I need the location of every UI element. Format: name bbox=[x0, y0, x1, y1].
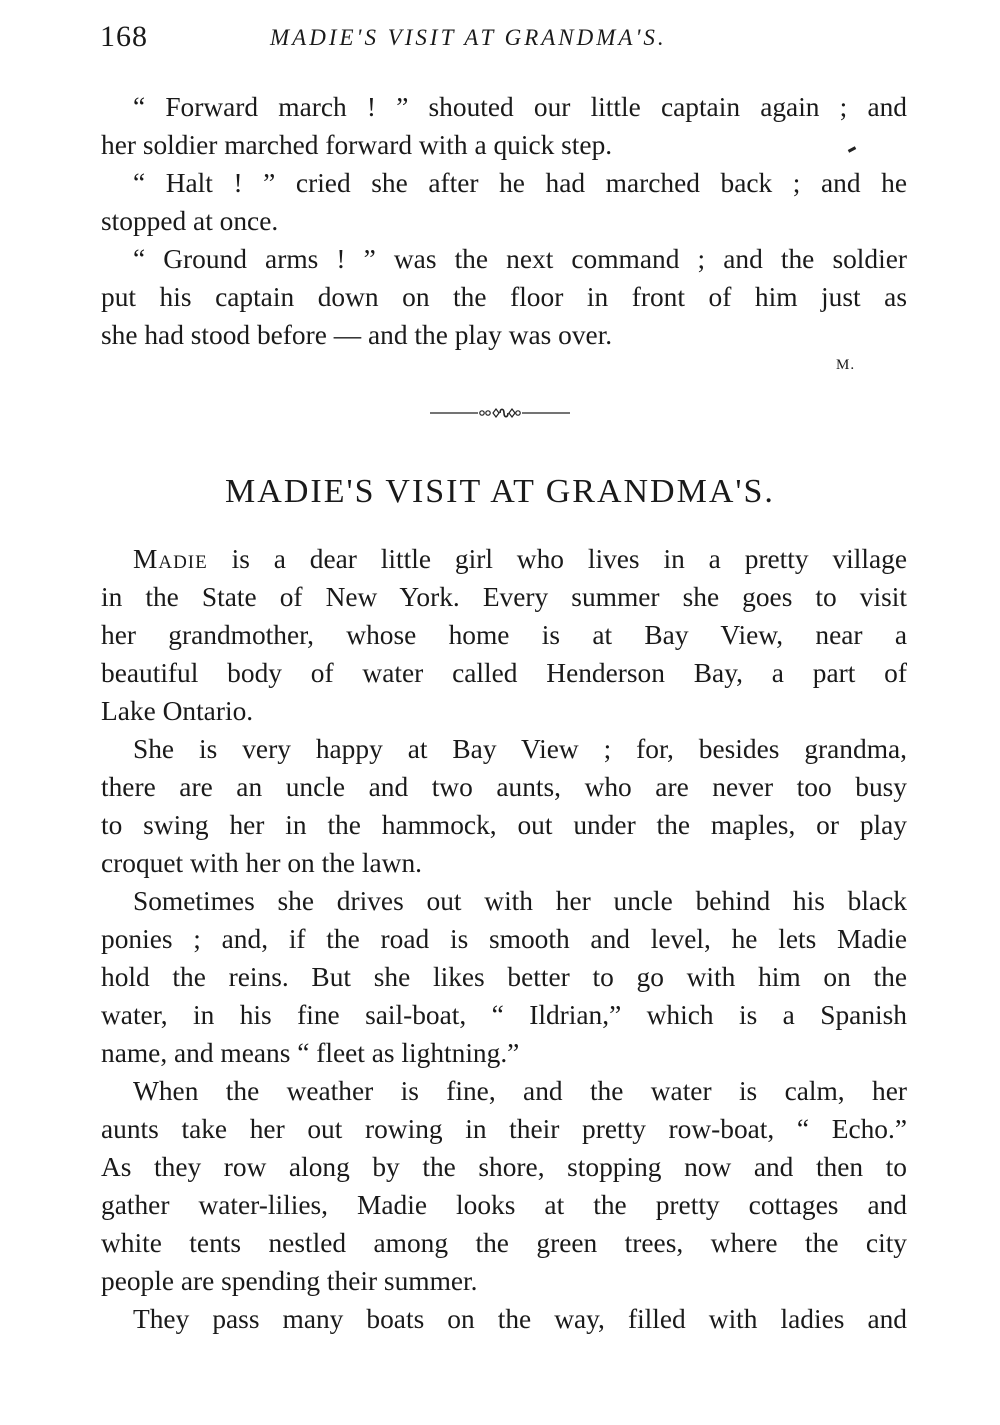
text-fragment: is a dear little girl who lives in a pretty village bbox=[207, 544, 907, 574]
text-line: “ Forward march ! ” shouted our little captain again ; and bbox=[133, 92, 907, 122]
text-line: there are an uncle and two aunts, who are never too busy bbox=[101, 772, 907, 802]
text-line: Sometimes she drives out with her uncle behind his black bbox=[133, 886, 907, 916]
text-line: “ Halt ! ” cried she after he had marched back ; and he bbox=[133, 168, 907, 198]
text-line: croquet with her on the lawn. bbox=[101, 848, 422, 878]
story-text bbox=[101, 540, 907, 1338]
text-line: Lake Ontario. bbox=[101, 696, 254, 726]
story-heading: MADIE'S VISIT AT GRANDMA'S. bbox=[225, 473, 775, 510]
text-line: When the weather is fine, and the water is calm, her bbox=[133, 1076, 907, 1106]
text-line: water, in his fine sail-boat, “ Ildrian,” which is a Spanish bbox=[101, 1000, 907, 1030]
text-line: beautiful body of water called Henderson Bay, a part of bbox=[101, 658, 907, 688]
text-line bbox=[101, 540, 907, 578]
page-number: 168 bbox=[100, 20, 148, 53]
text-line: “ Ground arms ! ” was the next command ; and the soldier bbox=[133, 244, 907, 274]
text-line: she had stood before — and the play was over. bbox=[101, 320, 613, 350]
text-line: name, and means “ fleet as lightning.” bbox=[101, 1038, 520, 1068]
text-line: white tents nestled among the green trees, where the city bbox=[101, 1228, 907, 1258]
text-line: They pass many boats on the way, filled with ladies and bbox=[133, 1304, 907, 1334]
section-ornament bbox=[0, 404, 1000, 427]
drop-word: Madie bbox=[133, 544, 208, 574]
text-line: ponies ; and, if the road is smooth and level, he lets Madie bbox=[101, 924, 907, 954]
text-line: gather water-lilies, Madie looks at the pretty cottages and bbox=[101, 1190, 907, 1220]
running-title: MADIE'S VISIT AT GRANDMA'S. bbox=[270, 25, 667, 50]
running-head bbox=[100, 18, 910, 58]
text-line: hold the reins. But she likes better to go with him on the bbox=[101, 962, 907, 992]
ornament-divider-icon bbox=[430, 404, 570, 422]
text-line: aunts take her out rowing in their pretty row-boat, “ Echo.” bbox=[101, 1114, 907, 1144]
text-line: in the State of New York. Every summer she goes to visit bbox=[101, 582, 907, 612]
previous-story-text bbox=[101, 88, 907, 354]
author-signature: M. bbox=[836, 357, 856, 373]
text-line: her soldier marched forward with a quick step. bbox=[101, 130, 613, 160]
text-line: stopped at once. bbox=[101, 206, 279, 236]
text-line: to swing her in the hammock, out under the maples, or play bbox=[101, 810, 907, 840]
text-line: her grandmother, whose home is at Bay View, near a bbox=[101, 620, 907, 650]
text-line: people are spending their summer. bbox=[101, 1266, 478, 1296]
text-line: As they row along by the shore, stopping now and then to bbox=[101, 1152, 907, 1182]
text-line: She is very happy at Bay View ; for, besides grandma, bbox=[133, 734, 907, 764]
text-line: put his captain down on the floor in front of him just as bbox=[101, 282, 907, 312]
